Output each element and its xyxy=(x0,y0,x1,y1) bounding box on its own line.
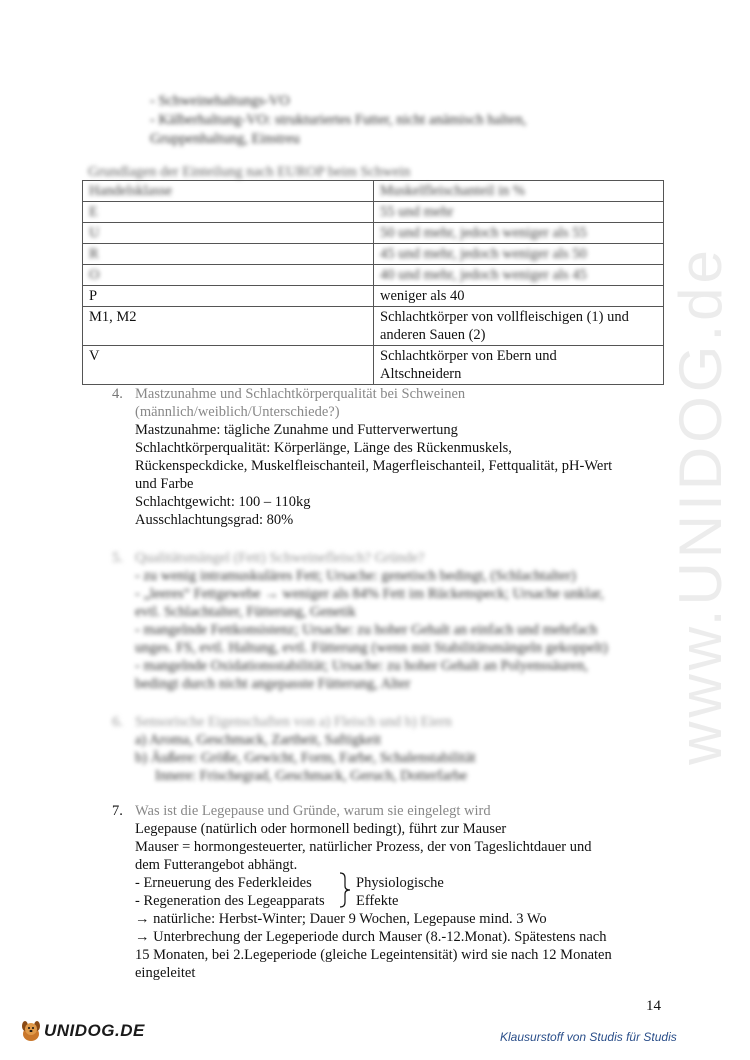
watermark-text: www.UNIDOG.de xyxy=(666,245,734,765)
answer-line: Physiologische xyxy=(356,875,444,891)
table-cell: 55 und mehr xyxy=(374,202,664,223)
table-cell: P xyxy=(83,286,374,307)
table-caption: Grundlagen der Einteilung nach EUROP beim Schwein xyxy=(88,164,411,180)
watermark xyxy=(660,245,740,765)
answer-line: Innere: Frischegrad, Geschmack, Geruch, Dotterfarbe xyxy=(155,768,468,784)
table-cell: E xyxy=(83,202,374,223)
answer-line: 15 Monaten, bei 2.Legeperiode (gleiche Legeintensität) wird sie nach 12 Monaten xyxy=(135,947,612,963)
answer-line: und Farbe xyxy=(135,476,194,492)
answer-line: - mangelnde Fettkonsistenz; Ursache: zu hoher Gehalt an einfach und mehrfach xyxy=(135,622,598,638)
question-number: 6. xyxy=(112,714,123,730)
answer-line: eingeleitet xyxy=(135,965,196,981)
answer-line: evtl. Schlachtalter, Fütterung, Genetik xyxy=(135,604,356,620)
top-item: - Kälberhaltung-VO: strukturiertes Futter, nicht anämisch halten, xyxy=(150,112,527,128)
top-item: - Schweinehaltungs-VO xyxy=(150,93,290,109)
table-cell: V xyxy=(83,346,374,385)
table-row xyxy=(83,307,664,346)
table-cell xyxy=(374,307,664,346)
answer-line: Schlachtkörperqualität: Körperlänge, Länge des Rückenmuskels, xyxy=(135,440,512,456)
table-cell-line: anderen Sauen (2) xyxy=(380,327,486,343)
footer-tagline: Klausurstoff von Studis für Studis xyxy=(500,1030,677,1044)
question-number: 4. xyxy=(112,386,123,402)
answer-line: dem Futterangebot abhängt. xyxy=(135,857,298,873)
answer-line: Ausschlachtungsgrad: 80% xyxy=(135,512,294,528)
question-heading: Qualitätsmängel (Fett) Schweinefleisch? Gründe? xyxy=(135,550,425,566)
question-number: 7. xyxy=(112,803,123,819)
answer-line: Mastzunahme: tägliche Zunahme und Futterverwertung xyxy=(135,422,458,438)
unidog-logo xyxy=(18,1018,145,1044)
top-item: Gruppenhaltung, Einstreu xyxy=(150,131,300,147)
answer-line: Rückenspeckdicke, Muskelfleischanteil, Magerfleischanteil, Fettqualität, pH-Wert xyxy=(135,458,613,474)
logo-text: UNIDOG.DE xyxy=(44,1021,145,1040)
answer-line: bedingt durch nicht angepasste Fütterung, Alter xyxy=(135,676,411,692)
answer-line: - Regeneration des Legeapparats xyxy=(135,893,325,909)
table-row xyxy=(83,286,664,307)
answer-line: → Unterbrechung der Legeperiode durch Mauser (8.-12.Monat). Spätestens nach xyxy=(135,929,607,945)
table-cell: 45 und mehr, jedoch weniger als 50 xyxy=(374,244,664,265)
answer-line: Mauser = hormongesteuerter, natürlicher Prozess, der von Tageslichtdauer und xyxy=(135,839,592,855)
table-cell: Handelsklasse xyxy=(83,181,374,202)
table-row xyxy=(83,223,664,244)
table-row xyxy=(83,181,664,202)
table-cell: R xyxy=(83,244,374,265)
table-cell-line: Schlachtkörper von Ebern und xyxy=(380,348,557,364)
answer-line: Effekte xyxy=(356,893,399,909)
answer-line: b) Äußere: Größe, Gewicht, Form, Farbe, Schalenstabilität xyxy=(135,750,476,766)
table-cell: O xyxy=(83,265,374,286)
table-row xyxy=(83,265,664,286)
table-cell: 40 und mehr, jedoch weniger als 45 xyxy=(374,265,664,286)
table-cell: weniger als 40 xyxy=(374,286,664,307)
table-cell: U xyxy=(83,223,374,244)
table-row xyxy=(83,202,664,223)
answer-line: - zu wenig intramuskuläres Fett; Ursache: genetisch bedingt, (Schlachtalter) xyxy=(135,568,576,584)
answer-line: unges. FS, evtl. Haltung, evtl. Fütterung (wenn mit Stabilitätsmängeln gekoppelt) xyxy=(135,640,608,656)
curly-brace-icon xyxy=(338,872,352,908)
table-cell: Muskelfleischanteil in % xyxy=(374,181,664,202)
europ-table xyxy=(82,180,664,385)
page-number: 14 xyxy=(646,998,661,1014)
table-cell: M1, M2 xyxy=(83,307,374,346)
answer-line: → natürliche: Herbst-Winter; Dauer 9 Wochen, Legepause mind. 3 Wo xyxy=(135,911,547,927)
table-cell: 50 und mehr, jedoch weniger als 55 xyxy=(374,223,664,244)
question-heading: Sensorische Eigenschaften von a) Fleisch und b) Eiern xyxy=(135,714,452,730)
table-cell-line: Altschneidern xyxy=(380,366,462,382)
question-number: 5. xyxy=(112,550,123,566)
question-heading: Mastzunahme und Schlachtkörperqualität bei Schweinen xyxy=(135,386,466,402)
answer-line: Schlachtgewicht: 100 – 110kg xyxy=(135,494,311,510)
answer-line: a) Aroma, Geschmack, Zartheit, Saftigkeit xyxy=(135,732,382,748)
table-row xyxy=(83,346,664,385)
table-row xyxy=(83,244,664,265)
answer-line: - mangelnde Oxidationsstabilität; Ursache: zu hoher Gehalt an Polyenssäuren, xyxy=(135,658,588,674)
dog-icon xyxy=(18,1018,44,1044)
question-heading: (männlich/weiblich/Unterschiede?) xyxy=(135,404,340,420)
table-cell-line: Schlachtkörper von vollfleischigen (1) und xyxy=(380,309,629,325)
answer-line: Legepause (natürlich oder hormonell bedingt), führt zur Mauser xyxy=(135,821,507,837)
table-cell xyxy=(374,346,664,385)
answer-line: - Erneuerung des Federkleides xyxy=(135,875,312,891)
question-heading: Was ist die Legepause und Gründe, warum sie eingelegt wird xyxy=(135,803,491,819)
answer-line: - „leeres“ Fettgewebe → weniger als 84% Fett im Rückenspeck; Ursache unklar, xyxy=(135,586,604,602)
